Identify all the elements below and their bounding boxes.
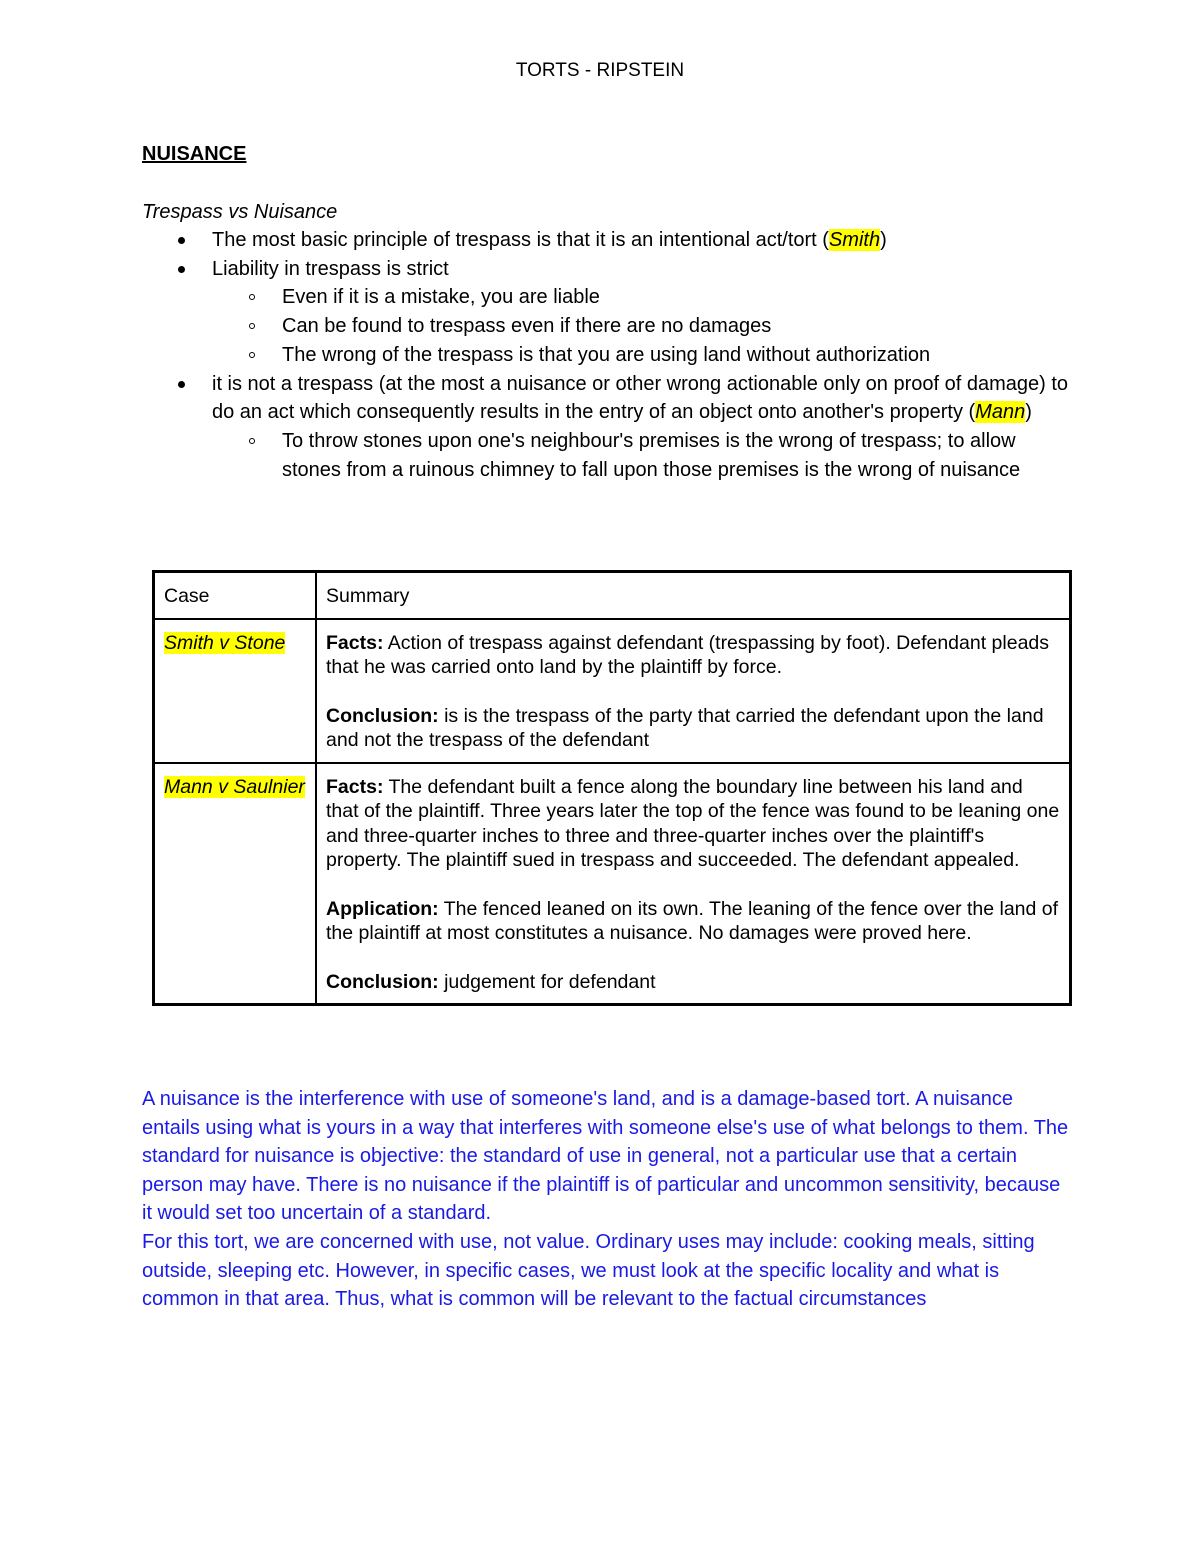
case-table [152,570,1072,1006]
page-header: TORTS - RIPSTEIN [515,60,685,81]
table-row [154,763,1071,1005]
facts-paragraph: Facts: The defendant built a fence along the boundary line between his land and that of the plaintiff. Three years later the top of the fence was found to be leaning one and three-quarter inches to three and three-quarter inches over the plaintiff's property. The plaintiff sued in trespass and succeeded. The defendant appealed. [326,775,1060,871]
section-subtitle: Trespass vs Nuisance [142,201,338,223]
document-body [142,140,1077,484]
notes-paragraph: A nuisance is the interference with use of someone's land, and is a damage-based tort. A nuisance entails using what is yours in a way that interferes with someone else's use of what belongs to them. The standard for nuisance is objective: the standard of use in general, not a particular use that a certain person may have. There is no nuisance if the plaintiff is of particular and uncommon sensitivity, because it would set too uncertain of a standard. [142,1088,1069,1225]
table-header-cell: Case [154,572,317,619]
table-row [154,619,1071,763]
highlighted-case-ref: Mann [975,401,1026,424]
bullet-item: Liability in trespass is strict Even if it is a mistake, you are liable Can be found to trespass even if there are no damages The wrong of the trespass is that you are using land without authorization [142,255,1077,370]
notes-paragraph: For this tort, we are concerned with use, not value. Ordinary uses may include: cooking meals, sitting outside, sleeping etc. However, in specific cases, we must look at the specific locality and what is common in that area. Thus, what is common will be relevant to the factual circumstances [142,1230,1035,1311]
table-header-cell: Summary [316,572,1071,619]
summary-cell [316,619,1071,763]
sub-bullet-list [212,427,1077,484]
application-paragraph: Application: The fenced leaned on its own. The leaning of the fence over the land of the plaintiff at most constitutes a nuisance. No damages were proved here. [326,897,1059,944]
table-header-row [154,572,1071,619]
case-name-cell [154,763,317,1005]
nuisance-notes [142,1085,1072,1314]
sub-bullet-item: Even if it is a mistake, you are liable [212,283,1077,312]
bullet-item: The most basic principle of trespass is that it is an intentional act/tort (Smith) [142,226,1077,255]
conclusion-paragraph: Conclusion: is is the trespass of the party that carried the defendant upon the land and not the trespass of the defendant [326,704,1044,751]
section-title: NUISANCE [142,143,247,165]
bullet-item: it is not a trespass (at the most a nuisance or other wrong actionable only on proof of damage) to do an act which consequently results in the entry of an object onto another's property (Mann) To throw stones upon one's neighbour's premises is the wrong of trespass; to allow stones from a ruinous chimney to fall upon those premises is the wrong of nuisance [142,370,1077,485]
case-name: Mann v Saulnier [164,775,305,798]
sub-bullet-item: To throw stones upon one's neighbour's premises is the wrong of trespass; to allow stones from a ruinous chimney to fall upon those premises is the wrong of nuisance [212,427,1077,484]
sub-bullet-item: The wrong of the trespass is that you are using land without authorization [212,341,1077,370]
summary-cell [316,763,1071,1005]
case-name: Smith v Stone [164,631,286,654]
sub-bullet-list [212,283,1077,369]
facts-paragraph: Facts: Action of trespass against defendant (trespassing by foot). Defendant pleads that he was carried onto land by the plaintiff by force. [326,631,1050,678]
sub-bullet-item: Can be found to trespass even if there are no damages [212,312,1077,341]
bullet-list [142,226,1077,484]
highlighted-case-ref: Smith [828,229,881,251]
case-name-cell [154,619,317,763]
conclusion-paragraph: Conclusion: judgement for defendant [326,970,656,993]
